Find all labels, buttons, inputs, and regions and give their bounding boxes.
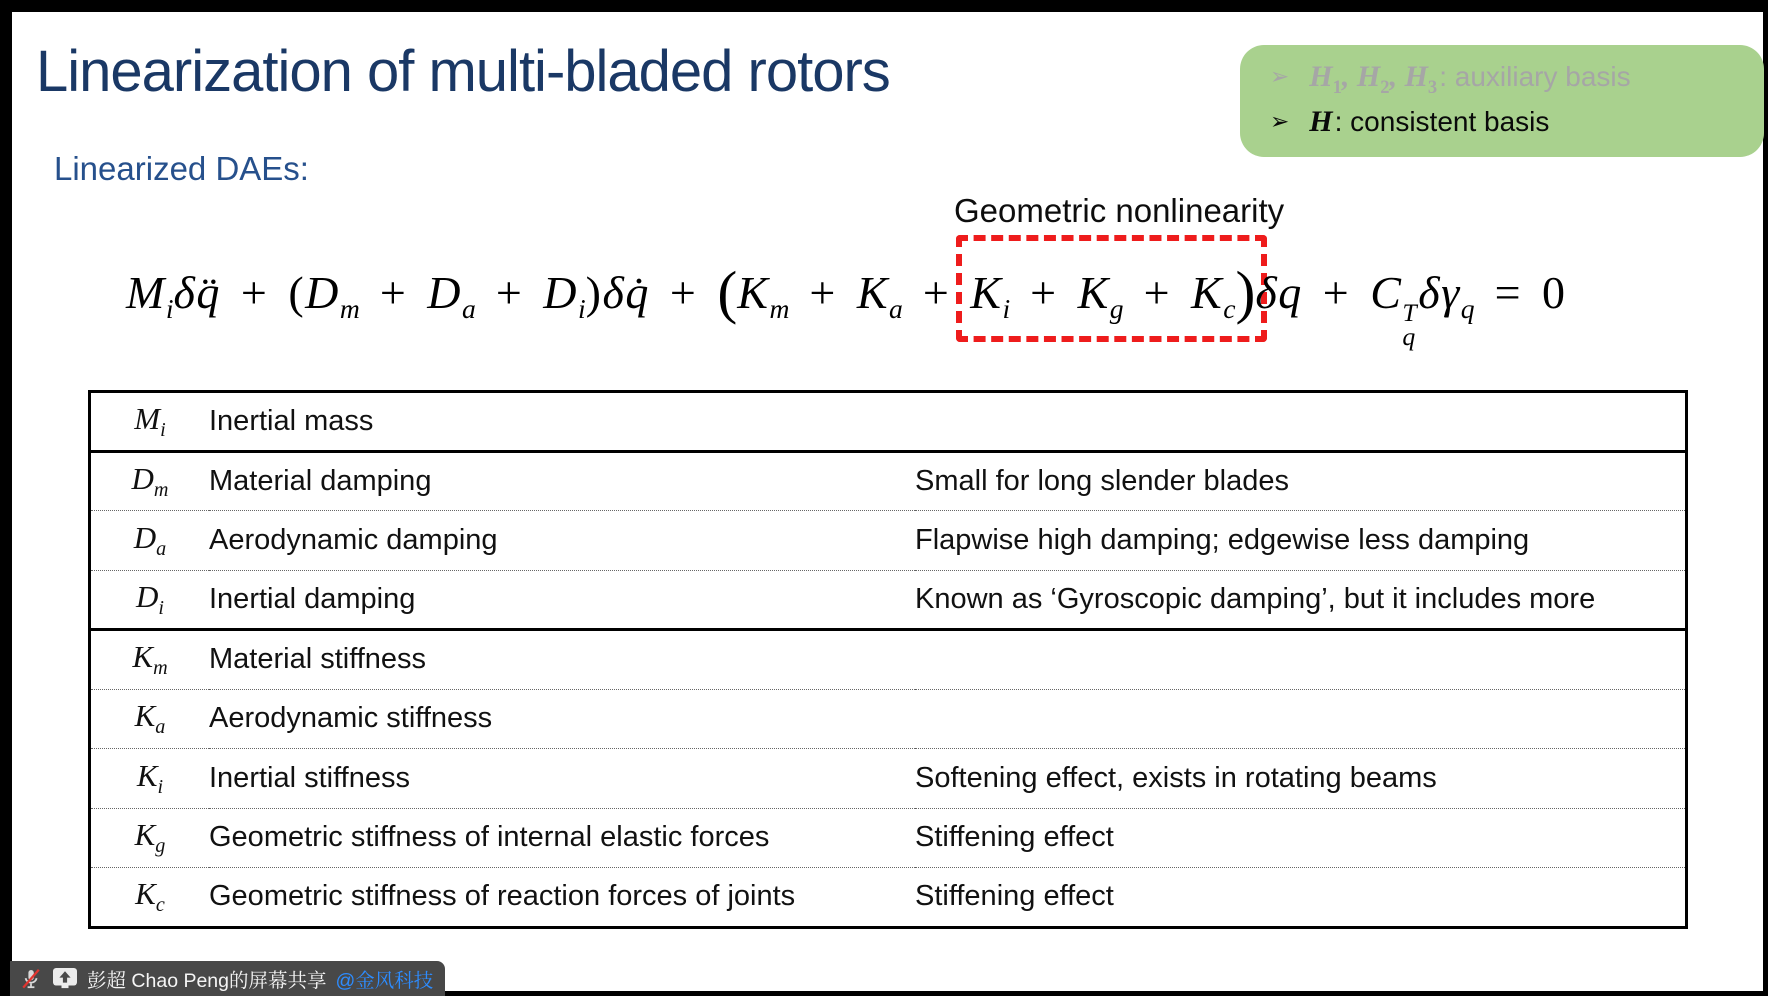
equation-term: + ( bbox=[220, 266, 306, 318]
description-cell: Inertial mass bbox=[209, 404, 374, 437]
equation-term: ) bbox=[1235, 259, 1256, 325]
callout-symbol: $H_1$, $H_2$, $H_3$ bbox=[1309, 60, 1438, 98]
equation-term: $\delta\gamma_q$ bbox=[1418, 266, 1475, 325]
equation-term: + bbox=[1302, 266, 1371, 318]
equation-term: $K_c$ bbox=[1191, 266, 1236, 325]
symbol-cell: $K_c$ bbox=[135, 876, 165, 917]
note-cell: Stiffening effect bbox=[915, 880, 1114, 913]
equation-term: $K_g$ bbox=[1077, 266, 1124, 325]
symbol-table bbox=[88, 390, 1688, 929]
note-cell: Softening effect, exists in rotating beams bbox=[915, 761, 1437, 794]
table-row bbox=[90, 808, 1687, 868]
equation-term: ( bbox=[717, 259, 738, 325]
note-cell: Small for long slender blades bbox=[915, 464, 1289, 497]
description-cell: Material damping bbox=[209, 464, 432, 497]
equation-term: δq̇ bbox=[602, 266, 650, 318]
red-dashed-highlight bbox=[956, 235, 1267, 342]
equation-term: $D_m$ bbox=[305, 266, 360, 325]
slide bbox=[12, 12, 1763, 991]
equation-term: = 0 bbox=[1474, 266, 1567, 318]
equation-term: $M_i$ bbox=[126, 266, 174, 325]
equation-term: $K_a$ bbox=[856, 266, 903, 325]
equation-term: C T q bbox=[1370, 266, 1419, 352]
equation-term: + bbox=[359, 266, 428, 318]
description-cell: Geometric stiffness of reaction forces of joints bbox=[209, 880, 796, 913]
equation-term: $D_i$ bbox=[543, 266, 586, 325]
equation-term: + bbox=[475, 266, 544, 318]
share-mention-link[interactable]: @金风科技 bbox=[335, 969, 434, 992]
symbol-cell: $K_i$ bbox=[136, 757, 164, 798]
symbol-cell: $D_a$ bbox=[133, 519, 167, 560]
note-cell: Stiffening effect bbox=[915, 821, 1114, 854]
symbol-cell: $D_i$ bbox=[136, 578, 164, 619]
annotation-label: Geometric nonlinearity bbox=[954, 192, 1285, 229]
subtitle-label: Linearized DAEs: bbox=[54, 150, 309, 187]
equation-term: + bbox=[1010, 266, 1078, 318]
table-row bbox=[90, 689, 1687, 749]
description-cell: Inertial damping bbox=[209, 582, 416, 615]
legend-callout bbox=[1240, 45, 1764, 157]
callout-item bbox=[1270, 105, 1764, 145]
equation-term: + bbox=[902, 266, 971, 318]
equation-term: $K_i$ bbox=[970, 266, 1011, 325]
table-row bbox=[90, 749, 1687, 809]
equation-term: δq̈ bbox=[173, 266, 221, 318]
symbol-cell: $D_m$ bbox=[131, 460, 169, 501]
linearized-dae-equation bbox=[126, 258, 1567, 350]
symbol-cell: $K_a$ bbox=[134, 698, 166, 739]
equation-term: $K_m$ bbox=[737, 266, 790, 325]
note-cell bbox=[915, 392, 1687, 452]
arrow-bullet-icon: ➢ bbox=[1270, 63, 1290, 89]
arrow-bullet-icon: ➢ bbox=[1270, 108, 1290, 134]
description-cell: Aerodynamic damping bbox=[209, 523, 498, 556]
equation-term: ) bbox=[585, 266, 603, 318]
equation-term: $D_a$ bbox=[427, 266, 476, 325]
callout-text: : auxiliary basis bbox=[1439, 61, 1631, 92]
equation-term: + bbox=[1123, 266, 1192, 318]
page-title: Linearization of multi-bladed rotors bbox=[36, 39, 890, 104]
note-cell bbox=[915, 630, 1687, 690]
symbol-cell: $M_i$ bbox=[134, 400, 166, 441]
table-row bbox=[90, 630, 1687, 690]
screen-share-icon bbox=[52, 967, 78, 990]
mic-muted-icon bbox=[19, 967, 43, 991]
note-cell: Known as ‘Gyroscopic damping’, but it includes more bbox=[915, 582, 1596, 615]
callout-text: : consistent basis bbox=[1334, 106, 1550, 137]
symbol-cell: $K_g$ bbox=[134, 817, 166, 858]
equation-term: δq bbox=[1255, 266, 1303, 318]
table-row bbox=[90, 570, 1687, 630]
callout-symbol: H bbox=[1309, 105, 1333, 138]
equation-term: + bbox=[789, 266, 857, 318]
symbol-cell: $K_m$ bbox=[132, 639, 168, 680]
table-row bbox=[90, 868, 1687, 928]
screen-share-bar[interactable] bbox=[10, 961, 445, 996]
table-row bbox=[90, 392, 1687, 452]
table-row bbox=[90, 511, 1687, 571]
callout-item bbox=[1270, 60, 1764, 100]
note-cell: Flapwise high damping; edgewise less damping bbox=[915, 523, 1530, 556]
description-cell: Aerodynamic stiffness bbox=[209, 702, 493, 735]
table-row bbox=[90, 451, 1687, 511]
description-cell: Geometric stiffness of internal elastic forces bbox=[209, 821, 770, 854]
description-cell: Inertial stiffness bbox=[209, 761, 410, 794]
note-cell bbox=[915, 689, 1687, 749]
equation-term: + bbox=[649, 266, 718, 318]
share-owner-text: 彭超 Chao Peng的屏幕共享 bbox=[87, 969, 327, 992]
description-cell: Material stiffness bbox=[209, 643, 427, 676]
